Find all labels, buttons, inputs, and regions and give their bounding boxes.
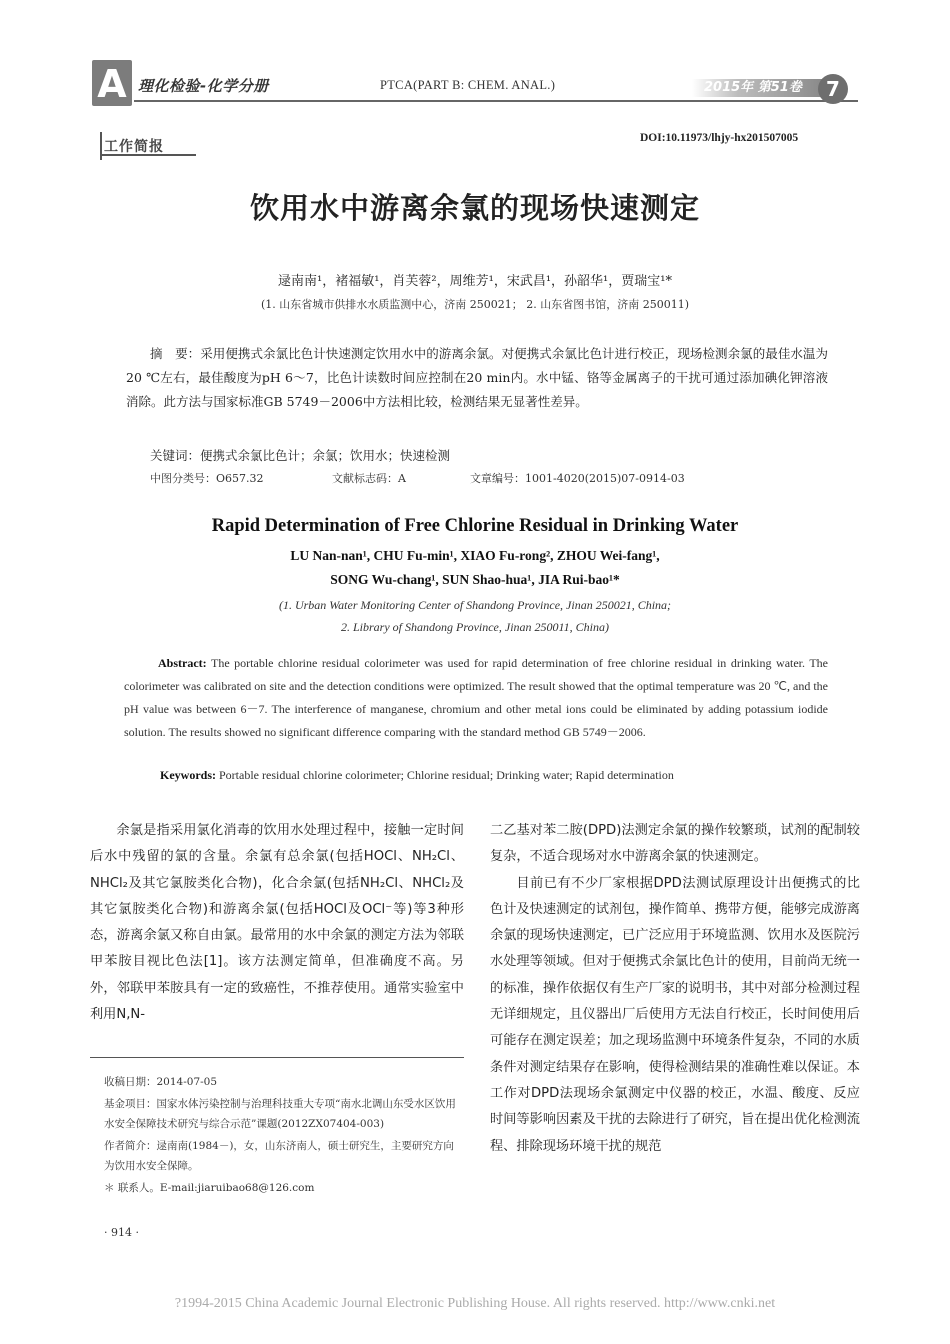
title-en: Rapid Determination of Free Chlorine Residual in Drinking Water [211,516,739,536]
article-number: 文章编号：1001-4020(2015)07-0914-03 [470,472,685,485]
issue-info: 2015年 第51卷 [704,80,802,95]
section-tag: 工作简报 [104,139,164,155]
footnote-received: 收稿日期：2014-07-05 [104,1076,218,1088]
affiliations-cn: (1. 山东省城市供排水水质监测中心，济南 250021； 2. 山东省图书馆，济南 250011) [260,298,690,311]
keywords-cn [150,446,450,464]
copyright-footer: ?1994-2015 China Academic Journal Electronic Publishing House. All rights reserved. http://www.cnki.net [174,1296,776,1311]
body-column-right [490,818,860,1160]
footnote-contact: ＊ 联系人。E-mail:jiaruibao68@126.com [104,1182,315,1194]
title-cn: 饮用水中游离余氯的现场快速测定 [249,191,700,225]
issue-number-badge: 7 [818,74,848,104]
authors-en-line1: LU Nan-nan¹, CHU Fu-min¹, XIAO Fu-rong², ZHOU Wei-fang¹, [290,548,660,563]
journal-logo-letter: A [97,62,127,106]
doi: DOI:10.11973/lhjy-hx201507005 [640,132,799,144]
footnote-rule [90,1057,464,1058]
footnote-fund: 基金项目：国家水体污染控制与治理科技重大专项“南水北调山东受水区饮用水安全保障技术研究与综合示范”课题(2012ZX07404-003) [104,1098,456,1130]
authors-en-line2: SONG Wu-chang¹, SUN Shao-hua¹, JIA Rui-bao¹* [330,572,620,587]
keywords-en-label: Keywords: [160,768,216,782]
journal-header [92,60,858,108]
abstract-cn-label: 摘 要： [150,346,201,361]
page-number: · 914 · [104,1226,139,1239]
abstract-en [124,652,828,744]
keywords-cn-text: 便携式余氯比色计；余氯；饮用水；快速检测 [200,448,451,463]
abstract-cn [126,342,828,414]
affiliations-en-line2: 2. Library of Shandong Province, Jinan 250011, China) [341,620,609,634]
body-column-left [90,818,464,1028]
footnotes [104,1072,464,1200]
clc-number: 中图分类号：O657.32 [150,472,264,485]
abstract-en-text: The portable chlorine residual colorimeter was used for rapid determination of free chlorine residual in drinking water. The colorimeter was calibrated on site and the detection conditions were optimized. The result showed that the optimal temperature was 20 ℃, and the pH value was between 6－7. The interference of manganese, chromium and other metal ions could be eliminated by adding potassium iodide solution. The results showed no significant difference comparing with the standard method GB 5749－2006. [124,656,828,739]
keywords-en [160,768,674,783]
footnote-author: 作者简介：逯南南(1984－)，女，山东济南人，硕士研究生，主要研究方向为饮用水安全保障。 [104,1140,454,1172]
keywords-en-text: Portable residual chlorine colorimeter; Chlorine residual; Drinking water; Rapid determination [219,768,674,782]
body-paragraph: 二乙基对苯二胺(DPD)法测定余氯的操作较繁琐，试剂的配制较复杂，不适合现场对水中游离余氯的快速测定。 [490,823,860,865]
authors-cn: 逯南南¹，褚福敏¹，肖芙蓉²，周维芳¹，宋武昌¹，孙韶华¹，贾瑞宝¹* [278,274,672,289]
keywords-cn-label: 关键词： [150,448,201,463]
abstract-en-label: Abstract: [158,656,207,670]
abstract-cn-text: 采用便携式余氯比色计快速测定饮用水中的游离余氯。对便携式余氯比色计进行校正，现场检测余氯的最佳水温为20 ℃左右，最佳酸度为pH 6～7，比色计读数时间应控制在20 min内。水中锰、铬等金属离子的干扰可通过添加碘化钾溶液消除。此方法与国家标准GB 5749－2006中方法相比较，检测结果无显著性差异。 [126,346,828,409]
document-code: 文献标志码：A [332,472,406,485]
body-paragraph: 余氯是指采用氯化消毒的饮用水处理过程中，接触一定时间后水中残留的氯的含量。余氯有总余氯(包括HOCl、NH₂Cl、NHCl₂及其它氯胺类化合物)，化合余氯(包括NH₂Cl、NHCl₂及其它氯胺类化合物)和游离余氯(包括HOCl及OCl⁻等)等3种形态，游离余氯又称自由氯。最常用的水中余氯的测定方法为邻联甲苯胺目视比色法[1]。该方法测定简单，但准确度不高。另外，邻联甲苯胺具有一定的致癌性，不推荐使用。通常实验室中利用N,N- [90,823,464,1023]
classification-row [150,470,685,486]
affiliations-en-line1: (1. Urban Water Monitoring Center of Shandong Province, Jinan 250021, China; [278,598,672,612]
journal-name-cn: 理化检验-化学分册 [138,77,269,95]
body-paragraph: 目前已有不少厂家根据DPD法测试原理设计出便携式的比色计及快速测定的试剂包，操作简单、携带方便，能够完成游离余氯的现场快速测定，已广泛应用于环境监测、饮用水及医院污水处理等领域。但对于便携式余氯比色计的使用，目前尚无统一的标准，操作依据仅有生产厂家的说明书，其中对部分检测过程无详细规定，且仪器出厂后使用方无法自行校正，长时间使用后可能存在测定误差；加之现场监测中环境条件复杂，不同的水质条件对测定结果存在影响，使得检测结果的准确性难以保证。本工作对DPD法现场余氯测定中仪器的校正，水温、酸度、反应时间等影响因素及干扰的去除进行了研究，旨在提出优化检测流程、排除现场环境干扰的规范 [490,875,860,1154]
header-rule [134,100,858,102]
journal-name-en: PTCA(PART B: CHEM. ANAL.) [380,78,556,92]
